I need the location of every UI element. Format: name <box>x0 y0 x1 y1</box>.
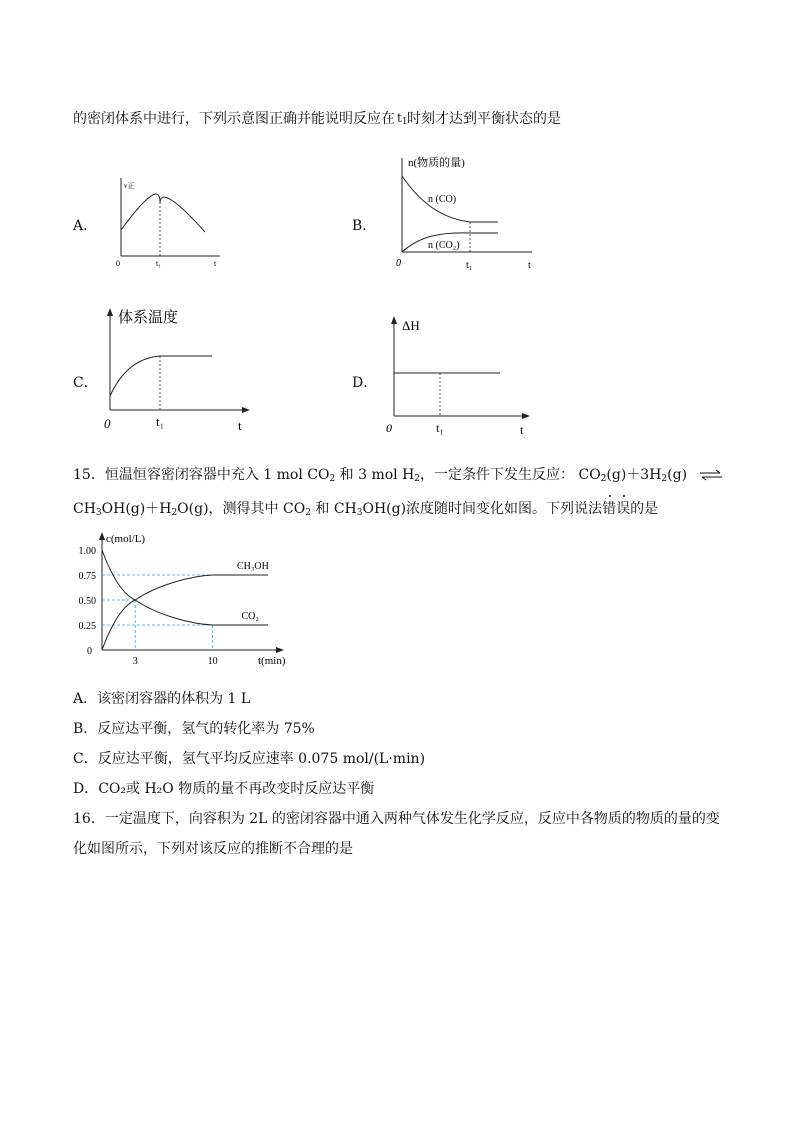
y-tick-label: 0.50 <box>78 596 96 607</box>
q14-option-a-label: A． <box>73 218 98 234</box>
y-tick-label: 0.25 <box>78 621 96 632</box>
svg-text:t₁: t₁ <box>436 421 444 435</box>
y-tick-label: 1.00 <box>78 546 96 557</box>
svg-text:t: t <box>520 423 524 435</box>
svg-text:n (CO): n (CO) <box>428 194 457 205</box>
svg-text:t: t <box>214 259 217 268</box>
y-axis-label: c(mol/L) <box>106 533 146 545</box>
q15-stem-line1: 15．恒温恒容密闭容器中充入 1 mol $CO_2$ 和 3 mol $H_2$，一定条件下发生反应： $CO_2(g)+3H_2(g)$ <box>73 464 724 484</box>
x-tick-label: 3 <box>132 656 138 667</box>
svg-text:t₁: t₁ <box>156 414 165 429</box>
q14-a-curve <box>121 194 205 232</box>
svg-text:n (CO₂): n (CO₂) <box>428 240 460 251</box>
svg-text:t₁: t₁ <box>466 260 473 271</box>
svg-text:0: 0 <box>116 259 120 268</box>
series-co2-label: CO₂ <box>241 611 259 622</box>
q14-option-b-graph <box>390 150 550 275</box>
q15-concentration-chart <box>68 524 318 674</box>
reversible-arrow-icon <box>698 468 724 482</box>
q14-option-d-graph <box>380 310 540 435</box>
q14-option-a-graph <box>110 172 230 272</box>
x-axis-arrow <box>276 647 284 653</box>
q15-option-b: B．反应达平衡，氢气的转化率为 75% <box>73 721 315 737</box>
svg-text:0: 0 <box>396 258 401 269</box>
svg-text:0: 0 <box>104 416 111 431</box>
y-axis-arrow <box>99 532 105 540</box>
origin-label: 0 <box>87 646 92 657</box>
q14-option-c-label: C． <box>73 375 98 391</box>
x-tick-label: 10 <box>207 656 218 667</box>
q16-stem-line2: 化如图所示，下列对该反应的推断不合理的是 <box>73 841 353 857</box>
q16-stem-line1: 16．一定温度下，向容积为 2L 的密闭容器中通入两种气体发生化学反应，反应中各物质的物质的量的变 <box>73 811 720 827</box>
x-axis-label: t(min) <box>258 655 286 667</box>
emphasis-char: 误 <box>616 498 630 518</box>
q14-c-ylabel: 体系温度 <box>118 310 179 326</box>
q14-b-ylabel: n(物质的量) <box>408 157 465 169</box>
svg-text:0: 0 <box>386 421 392 435</box>
svg-text:t: t <box>528 260 531 271</box>
q15-stem-line2: $CH_3OH(g)+H_2O(g)$，测得其中 $CO_2$ 和 $CH_3OH(g)$浓度随时间变化如图。下列说法错误的是 <box>73 498 658 518</box>
q14-d-ylabel: ΔH <box>402 318 420 333</box>
q14-option-c-graph <box>98 300 258 435</box>
q15-option-d: D．CO₂或 H₂O 物质的量不再改变时反应达平衡 <box>73 781 375 797</box>
y-tick-label: 0.75 <box>78 571 96 582</box>
q15-option-c: C．反应达平衡，氢气平均反应速率 0.075 mol/(L·min) <box>73 751 426 767</box>
svg-text:t₁: t₁ <box>156 259 162 268</box>
series-ch3oh-label: CH₃OH <box>237 561 269 572</box>
svg-text:t: t <box>238 418 242 433</box>
q14-c-curve <box>110 356 212 396</box>
q14-a-ylabel: v正 <box>124 182 135 190</box>
q15-option-a: A．该密闭容器的体积为 1 L <box>73 691 251 707</box>
q14-stem: 的密闭体系中进行，下列示意图正确并能说明反应在 $t_1$ 时刻才达到平衡状态的是 <box>73 111 561 127</box>
emphasis-char: 错 <box>602 498 616 518</box>
q14-stem-t1: $t_1$ <box>397 111 408 127</box>
q14-option-b-label: B． <box>352 218 377 234</box>
q14-option-d-label: D． <box>352 375 378 391</box>
